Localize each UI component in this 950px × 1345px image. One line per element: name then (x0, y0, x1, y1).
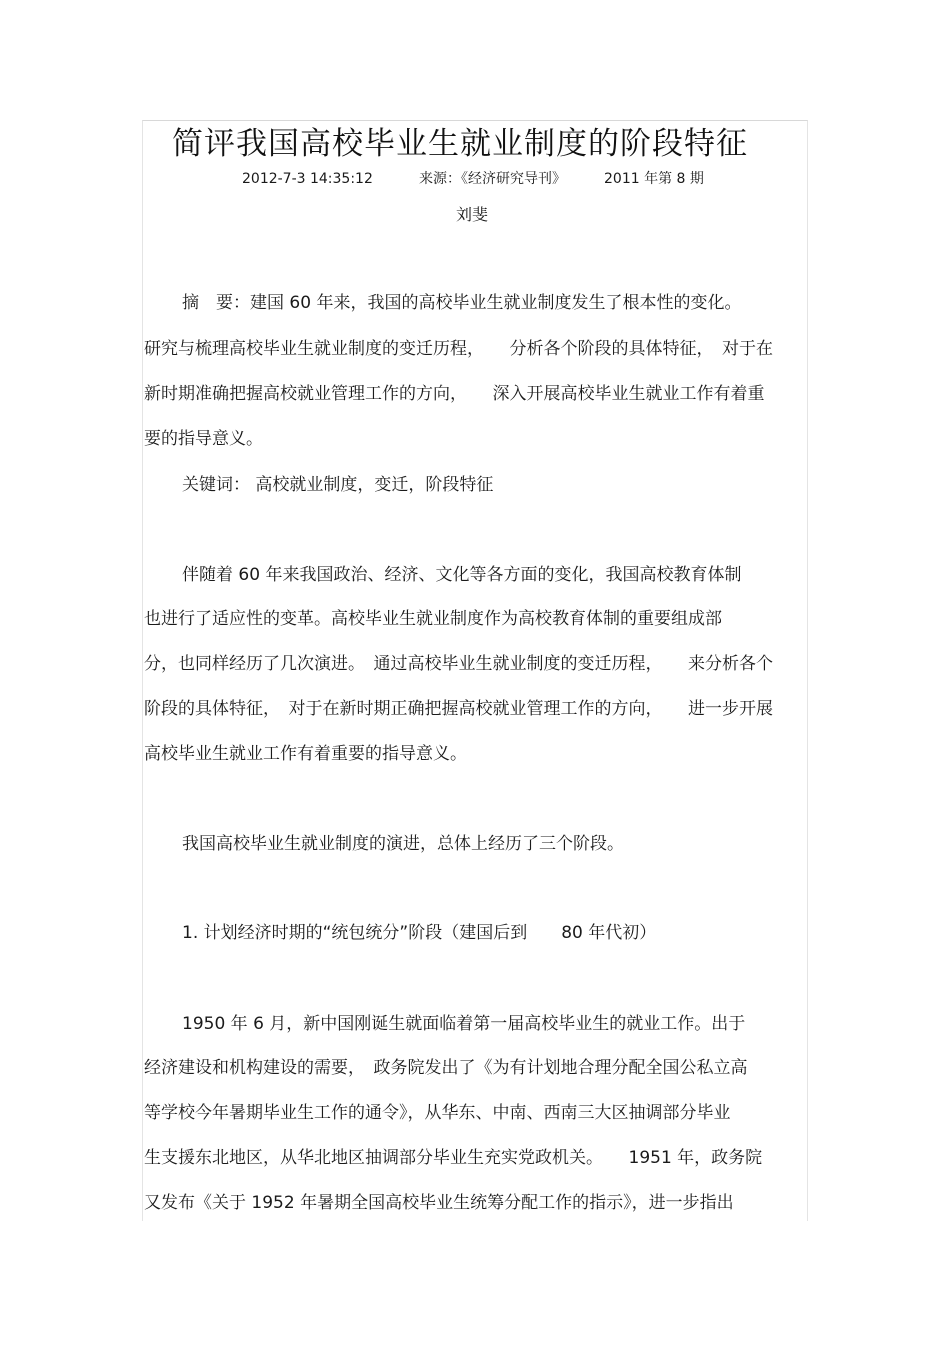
paragraph-line: 又发布《关于 1952 年暑期全国高校毕业生统筹分配工作的指示》，进一步指出 (144, 1193, 734, 1213)
abstract-line-2: 研究与梳理高校毕业生就业制度的变迁历程， 分析各个阶段的具体特征， 对于在 (144, 339, 773, 359)
paragraph-line: 伴随着 60 年来我国政治、经济、文化等各方面的变化，我国高校教育体制 (182, 565, 742, 585)
paragraph-line: 经济建设和机构建设的需要， 政务院发出了《为有计划地合理分配全国公私立高 (144, 1058, 748, 1078)
keywords-line: 关键词： 高校就业制度，变迁，阶段特征 (182, 475, 494, 495)
author-name: 刘斐 (456, 205, 489, 224)
paragraph-line: 生支援东北地区，从华北地区抽调部分毕业生充实党政机关。 1951 年，政务院 (144, 1148, 763, 1168)
abstract-line-3: 新时期准确把握高校就业管理工作的方向， 深入开展高校毕业生就业工作有着重 (144, 384, 765, 404)
article-title: 简评我国高校毕业生就业制度的阶段特征 (172, 126, 748, 162)
source-label: 来源：《经济研究导刊》 (419, 171, 566, 187)
paragraph-line: 1950 年 6 月，新中国刚诞生就面临着第一届高校毕业生的就业工作。出于 (182, 1014, 746, 1034)
paragraph-line: 分，也同样经历了几次演进。 通过高校毕业生就业制度的变迁历程， 来分析各个 (144, 654, 773, 674)
abstract-line-4: 要的指导意义。 (144, 429, 263, 449)
issue-label: 2011 年第 8 期 (604, 171, 704, 187)
paragraph-line: 高校毕业生就业工作有着重要的指导意义。 (144, 744, 467, 764)
section-heading: 1. 计划经济时期的“统包统分”阶段（建国后到 80 年代初） (182, 923, 657, 943)
paragraph-line: 等学校今年暑期毕业生工作的通令》，从华东、中南、西南三大区抽调部分毕业 (144, 1103, 731, 1123)
paragraph-line: 阶段的具体特征， 对于在新时期正确把握高校就业管理工作的方向， 进一步开展 (144, 699, 773, 719)
abstract-line-1: 摘 要：建国 60 年来，我国的高校毕业生就业制度发生了根本性的变化。 (182, 293, 742, 313)
paragraph-line: 也进行了适应性的变革。高校毕业生就业制度作为高校教育体制的重要组成部 (144, 609, 722, 629)
publish-date: 2012-7-3 14:35:12 (242, 171, 373, 187)
paragraph-line: 我国高校毕业生就业制度的演进，总体上经历了三个阶段。 (182, 834, 624, 854)
